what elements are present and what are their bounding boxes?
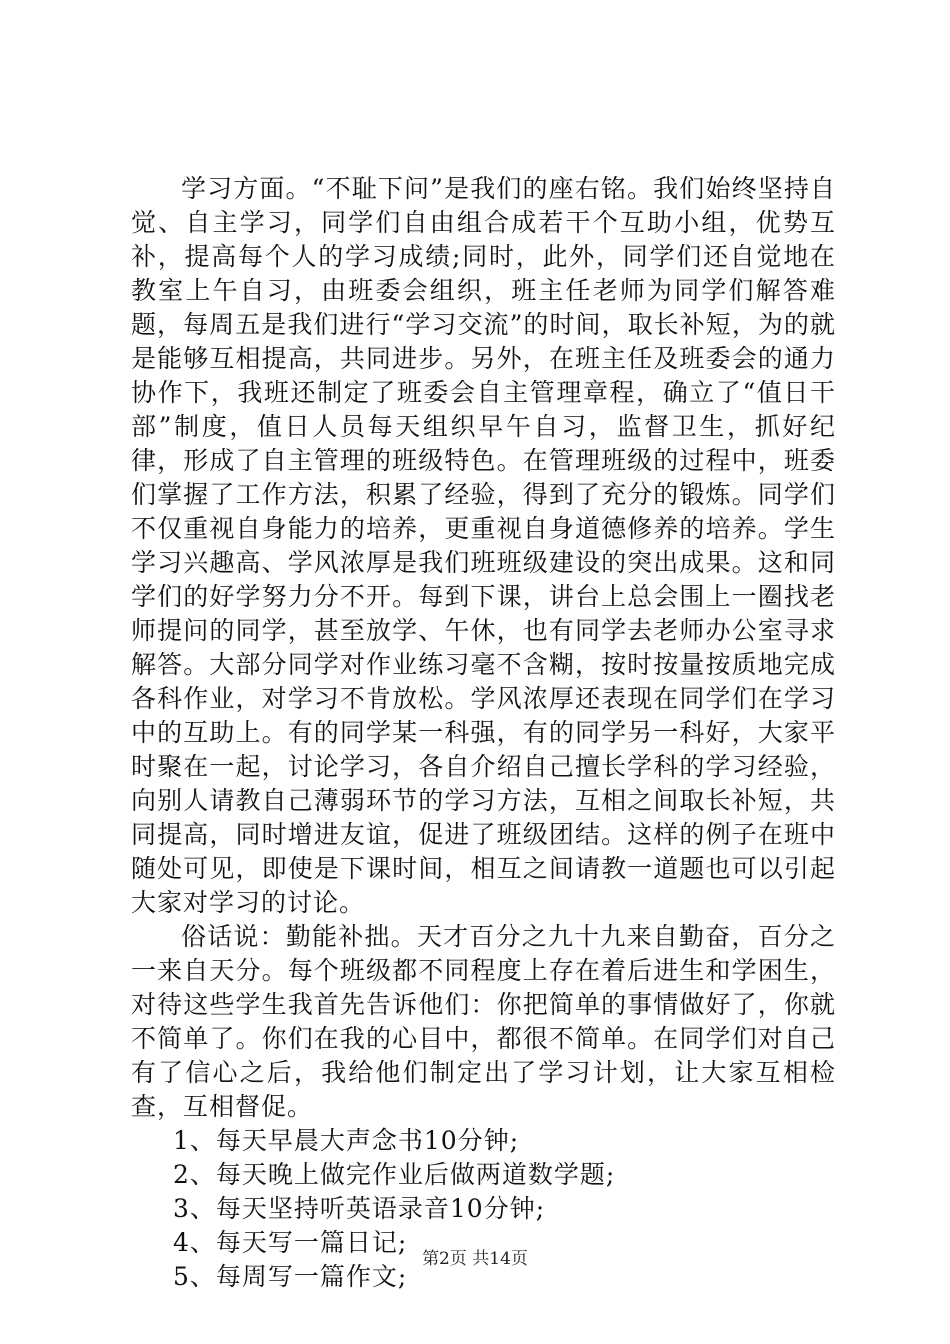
page-footer: 第2页 共14页 [422, 1249, 528, 1269]
list-item: 5、每周写一篇作文; [173, 1262, 408, 1291]
document-body [131, 172, 836, 1294]
list-item: 1、每天早晨大声念书10分钟; [173, 1126, 520, 1155]
list-item: 3、每天坚持听英语录音10分钟; [173, 1194, 546, 1223]
paragraph-study: 学习方面。“不耻下问”是我们的座右铭。我们始终坚持自觉、自主学习，同学们自由组合成若干个互助小组，优势互补，提高每个人的学习成绩;同时，此外，同学们还自觉地在教室上午自习，由班委会组织，班主任老师为同学们解答难题，每周五是我们进行“学习交流”的时间，取长补短，为的就是能够互相提高，共同进步。另外，在班主任及班委会的通力协作下，我班还制定了班委会自主管理章程，确立了“值日干部”制度，值日人员每天组织早午自习，监督卫生，抓好纪律，形成了自主管理的班级特色。在管理班级的过程中，班委们掌握了工作方法，积累了经验，得到了充分的锻炼。同学们不仅重视自身能力的培养，更重视自身道德修养的培养。学生学习兴趣高、学风浓厚是我们班班级建设的突出成果。这和同学们的好学努力分不开。每到下课，讲台上总会围上一圈找老师提问的同学，甚至放学、午休，也有同学去老师办公室寻求解答。大部分同学对作业练习毫不含糊，按时按量按质地完成各科作业，对学习不肯放松。学风浓厚还表现在同学们在学习中的互助上。有的同学某一科强，有的同学另一科好，大家平时聚在一起，讨论学习，各自介绍自己擅长学科的学习经验，向别人请教自己薄弱环节的学习方法，互相之间取长补短，共同提高，同时增进友谊，促进了班级团结。这样的例子在班中随处可见，即使是下课时间，相互之间请教一道题也可以引起大家对学习的讨论。 [131, 174, 836, 917]
paragraph-proverb: 俗话说：勤能补拙。天才百分之九十九来自勤奋，百分之一来自天分。每个班级都不同程度上存在着后进生和学困生，对待这些学生我首先告诉他们：你把简单的事情做好了，你就不简单了。你们在我的心目中，都很不简单。在同学们对自己有了信心之后，我给他们制定出了学习计划，让大家互相检查，互相督促。 [131, 922, 836, 1121]
list-item: 4、每天写一篇日记; [173, 1228, 408, 1257]
list-item: 2、每天晚上做完作业后做两道数学题; [173, 1160, 616, 1189]
